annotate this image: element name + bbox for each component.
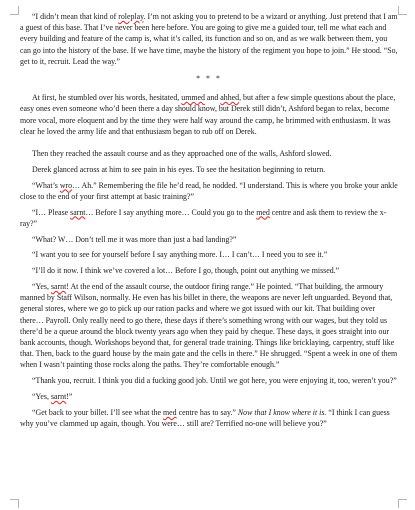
paragraph [20,11,398,67]
text-run: * * * [196,74,222,84]
text-run: “Yes, [32,392,51,402]
text-run: … Ah.” Remembering the file he’d read, he nodded. “I understand. This is where you broke your ankle close to the end of your first attempt at basic training?” [20,180,398,201]
paragraph [20,148,398,159]
text-run: “I think I can guess why you’ve clammed up again, though. You were… still are? Terrified no-one will believe you?” [20,407,390,429]
text-run: and [204,93,221,103]
paragraph [20,391,398,402]
text-run: , but after a few simple questions about the place, easy ones even someone who’d been there a day should know, but Derek still didn’t, Ashford began to relax, become more vocal, more eloquent and by the time they were half way around the camp, he brimmed with enthusiasm. It was clear he loved the army life and that enthusiasm began to rub off on Derek. [20,93,396,136]
page-corner-mark [10,6,19,15]
text-run: centre has to say.” [176,407,238,417]
paragraph [20,281,398,371]
paragraph [20,234,398,245]
text-run: “Yes, [32,282,51,292]
text-run: “I… Please [32,207,71,217]
text-run: ! At the end of the assault course, the outdoor firing range.” He pointed. “That building, the armoury manned by Staff Wilson, normally. He even has his billet in there, the weapons are never left unguarded. Beyond that, general stores, where we go to pick up our ration packs and where we got issued with our kit. That building over there… Payroll. Only really need to go there, these days if there’s something wrong with our wages, but they told us there’d be a queue around the block twenty years ago when they paid by cheque. These days, it goes straight into our bank accounts, though. Workshops beyond that, for general trade training. Things like bricklaying, carpentry, stuff like that. Then, back to the guard house by the main gate and the cells in there.” He shrugged. “Spent a week in one of them when I wasn’t painting those rocks along the paths. They’re comfortable enough.” [20,282,398,370]
spelling-flagged-word: ummed [181,93,205,103]
page-corner-mark [398,499,407,508]
text-run: “I’ll do it now. I think we’ve covered a lot… Before I go, though, point out anything we missed.” [32,266,340,276]
text-run: “I didn’t mean that kind of [32,12,119,21]
text-run: Derek glanced across at him to see pain in his eyes. To see the hesitation beginning to return. [32,164,326,174]
text-run: … Before I say anything more… Could you go to the [85,207,257,217]
paragraph [20,407,398,429]
paragraph [20,265,398,276]
text-run: Then they reached the assault course and as they approached one of the walls, Ashford slowed. [32,149,332,159]
text-run: “What’s [32,180,60,190]
spelling-flagged-word: sarnt [50,392,67,402]
scene-break [20,73,398,84]
paragraph [20,180,398,202]
text-run: “I want you to see for yourself before I say anything more. I… I can’t… I need you to see it.” [32,250,328,260]
page-corner-mark [398,6,407,15]
paragraph [20,164,398,175]
text-run: centre and ask them to review the x-ray?” [20,207,387,228]
text-run: “Get back to your billet. I’ll see what the [32,407,164,417]
paragraph [20,375,398,386]
spelling-flagged-word: sarnt [70,207,86,217]
paragraph [20,92,398,137]
paragraph [20,207,398,229]
text-run: At first, he stumbled over his words, hesitated, [32,93,182,103]
spelling-flagged-word: roleplay [118,12,144,21]
italic-thought: Now that I know where it is. [237,407,327,417]
spelling-flagged-word: med [163,407,177,417]
paragraph [20,249,398,260]
spelling-flagged-word: wro [59,180,73,190]
text-run: . I’m not asking you to pretend to be a wizard or anything. Just pretend that I am a guest of this base. That I’ve never been here before. You are going to give me a guided tour, tell me what each and every building and feature of the camp is, what it’s called, its function and so on, and as we walk between them, you can go into the history of the base. If we have time, maybe the history of the regiment you hope to join.” He stood. “So, get to it, recruit. Lead the way.” [20,12,398,66]
spelling-flagged-word: sarnt [50,282,67,292]
document-body[interactable] [20,11,398,434]
spelling-flagged-word: ahhed [220,93,240,103]
spelling-flagged-word: med [256,207,270,217]
text-run: “Thank you, recruit. I think you did a fucking good job. Until we got here, you were enjoying it, too, weren’t you?” [32,376,397,386]
page-corner-mark [10,499,19,508]
text-run: !” [66,392,73,402]
text-run: “What? W… Don’t tell me it was more than just a bad landing?” [32,234,237,244]
